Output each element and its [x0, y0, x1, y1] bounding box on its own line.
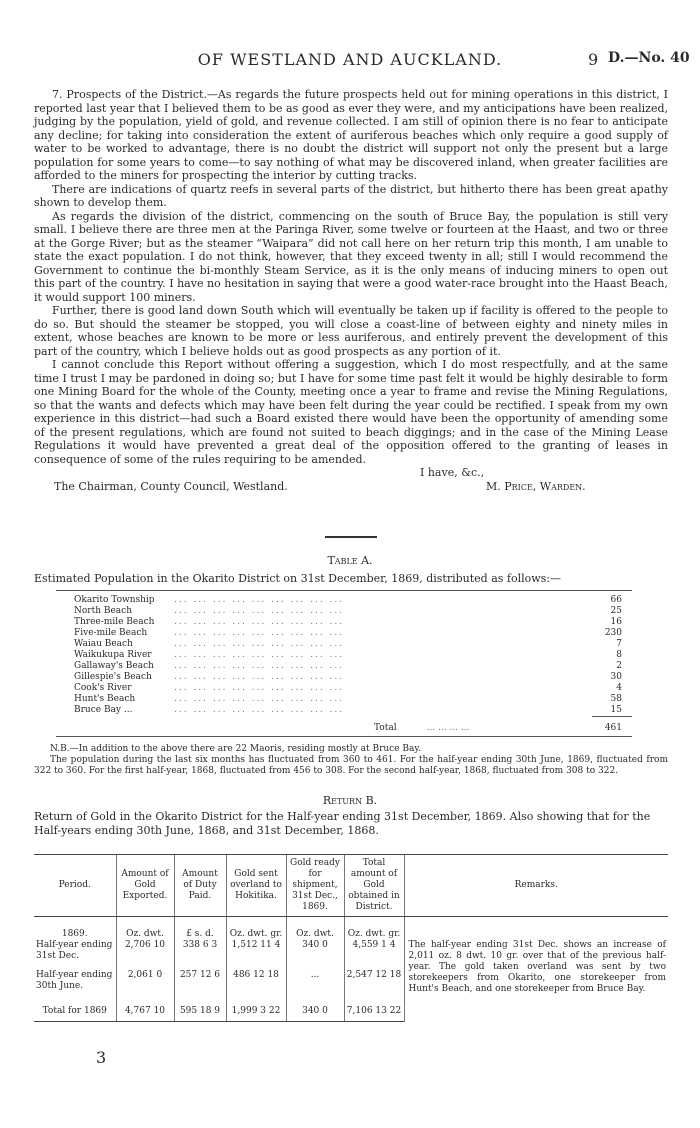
row-total: 2,547 12 18	[344, 962, 404, 992]
table-row	[56, 639, 632, 650]
row-ready: 340 0	[286, 992, 344, 1022]
population-count: 16	[610, 617, 622, 627]
total-label: Total	[374, 722, 397, 733]
paragraph-conclusion: I cannot conclude this Report without offering a suggestion, which I do most respectfully, and at the same time I trust I may be pardoned in doing so; but I have for some time past felt it would be highly desirable to form one Mining Board for the whole of the County, meeting once a year to frame and revise the Mining Regulations, so that the wants and defects which may have been felt during the year could be rectified. I speak from my own experience in this district—had such a Board existed there would have been the opportunity of amending some of the present regulations, which are found not suited to beach diggings; and in the case of the Mining Lease Regulations it would have prevented a great deal of the opposition offered to the granting of leases in consequence of some of the rules requiring to be amended.	[34, 358, 668, 466]
header-exported: Amount of Gold Exported.	[116, 855, 174, 917]
leader-dots: ... ... ... ...	[426, 722, 470, 733]
leader-dots: ... ... ... ... ... ... ... ... ...	[174, 694, 345, 704]
population-count: 25	[610, 606, 622, 616]
table-row	[56, 661, 632, 672]
remarks-cell: The half-year ending 31st Dec. shows an increase of 2,011 oz. 8 dwt. 10 gr. over that of the previous half-year. The gold taken overland was sent by two storekeepers from Okarito, one storekeeper from Hunt's Beach, and one storekeeper from Bruce Bay.	[404, 917, 668, 1022]
place-name: Waiau Beach	[74, 639, 133, 649]
place-name: Okarito Township	[74, 595, 155, 605]
row-exported: 2,061 0	[116, 962, 174, 992]
place-name: Three-mile Beach	[74, 617, 155, 627]
header-duty: Amount of Duty Paid.	[174, 855, 226, 917]
row-ready: 340 0	[286, 940, 344, 962]
row-overland: 1,999 3 22	[226, 992, 286, 1022]
table-row	[56, 683, 632, 694]
running-header	[0, 48, 700, 72]
table-a-title: Table A.	[327, 554, 373, 567]
population-count: 15	[610, 705, 622, 715]
leader-dots: ... ... ... ... ... ... ... ... ...	[174, 628, 345, 638]
leader-dots: ... ... ... ... ... ... ... ... ...	[174, 705, 345, 716]
leader-dots: ... ... ... ... ... ... ... ... ...	[174, 661, 345, 671]
place-name: Hunt's Beach	[74, 694, 136, 704]
table-a-caption: Estimated Population in the Okarito District on 31st December, 1869, distributed as follows:—	[34, 572, 562, 585]
place-name: Five-mile Beach	[74, 628, 148, 638]
population-count: 66	[610, 595, 622, 605]
table-row	[56, 672, 632, 683]
population-count: 8	[616, 650, 622, 660]
row-duty: 257 12 6	[174, 962, 226, 992]
population-table	[56, 590, 632, 737]
header-total: Total amount of Gold obtained in District.	[344, 855, 404, 917]
row-total: 7,106 13 22	[344, 992, 404, 1022]
note-maoris: N.B.—In addition to the above there are 22 Maoris, residing mostly at Bruce Bay.	[50, 744, 422, 754]
unit-duty: £ s. d.	[174, 917, 226, 941]
document-reference: D.—No. 40	[608, 50, 690, 66]
leader-dots: ... ... ... ... ... ... ... ... ...	[174, 617, 345, 627]
population-total: 461	[592, 717, 632, 735]
place-name: Bruce Bay ...	[74, 705, 133, 716]
row-overland: 486 12 18	[226, 962, 286, 992]
return-b-title: Return B.	[322, 794, 378, 807]
place-name: Gillespie's Beach	[74, 672, 152, 682]
place-name: Cook's River	[74, 683, 132, 693]
paragraph-land: Further, there is good land down South which will eventually be taken up if facility is offered to the people to do so. But should the steamer be stopped, you will close a coast-line of between eighty and ninety miles in extent, whose beaches are known to be more or less auriferous, and entirely prevent the development of this part of the country, which I believe holds out as good prospects as any portion of it.	[34, 304, 668, 358]
table-row	[56, 606, 632, 617]
leader-dots: ... ... ... ... ... ... ... ... ...	[174, 639, 345, 649]
leader-dots: ... ... ... ... ... ... ... ... ...	[174, 650, 345, 660]
note-fluctuation: The population during the last six months has fluctuated from 360 to 461. For the half-year ending 30th June, 1869, fluctuated from 322 to 360. For the first half-year, 1868, fluctuated from 456 to 308. For the second half-year, 1868, fluctuated from 308 to 322.	[34, 755, 668, 776]
header-remarks: Remarks.	[404, 855, 668, 917]
table-row	[56, 628, 632, 639]
unit-total: Oz. dwt. gr.	[344, 917, 404, 941]
population-count: 230	[604, 628, 622, 638]
row-duty: 338 6 3	[174, 940, 226, 962]
population-count: 4	[616, 683, 622, 693]
population-count: 7	[616, 639, 622, 649]
leader-dots: ... ... ... ... ... ... ... ... ...	[174, 683, 345, 693]
paragraph-prospects: 7. Prospects of the District.—As regards the future prospects held out for mining operations in this district, I reported last year that I believed them to be as good as ever they were, and my anticipations have been realized, judging by the population, yield of gold, and revenue collected. I am still of opinion there is no fear to anticipate any decline; for taking into consideration the extent of auriferous beaches which only require a good supply of water to be worked to advantage, there is no doubt the district will support not only the present but a large population for some years to come—to say nothing of what may be discovered inland, when greater facilities are afforded to the miners for prospecting the interior by cutting tracks.	[34, 88, 668, 182]
unit-overland: Oz. dwt. gr.	[226, 917, 286, 941]
addressee: The Chairman, County Council, Westland.	[54, 480, 288, 493]
section-divider	[325, 536, 377, 538]
place-name: North Beach	[74, 606, 133, 616]
gold-return-table	[34, 854, 668, 1022]
header-ready: Gold ready for shipment, 31st Dec., 1869.	[286, 855, 344, 917]
signature: M. Price, Warden.	[486, 480, 586, 493]
unit-ready: Oz. dwt.	[286, 917, 344, 941]
place-name: Gallaway's Beach	[74, 661, 154, 671]
leader-dots: ... ... ... ... ... ... ... ... ...	[174, 595, 345, 605]
row-total: 4,559 1 4	[344, 940, 404, 962]
row-period: Half-year ending 30th June.	[36, 970, 113, 991]
page-mark: 3	[96, 1048, 107, 1067]
report-body	[34, 88, 668, 496]
row-duty: 595 18 9	[174, 992, 226, 1022]
table-row-total	[56, 717, 632, 735]
row-overland: 1,512 11 4	[226, 940, 286, 962]
leader-dots: ... ... ... ... ... ... ... ... ...	[174, 672, 345, 682]
row-period: Half-year ending 31st Dec.	[36, 940, 113, 961]
row-ready: ...	[286, 962, 344, 992]
row-exported: 4,767 10	[116, 992, 174, 1022]
table-row	[56, 694, 632, 705]
leader-dots: ... ... ... ... ... ... ... ... ...	[174, 606, 345, 616]
header-period: Period.	[34, 855, 116, 917]
table-row	[56, 705, 632, 717]
population-count: 2	[616, 661, 622, 671]
table-row	[56, 617, 632, 628]
header-overland: Gold sent overland to Hokitika.	[226, 855, 286, 917]
unit-exported: Oz. dwt.	[116, 917, 174, 941]
page-number: 9	[588, 50, 599, 69]
row-exported: 2,706 10	[116, 940, 174, 962]
header-title: OF WESTLAND AND AUCKLAND.	[197, 50, 503, 69]
table-row	[56, 595, 632, 606]
row-period: Total for 1869	[34, 992, 116, 1022]
population-note	[34, 744, 668, 777]
table-a-bottom-rule	[56, 736, 632, 737]
population-count: 30	[610, 672, 622, 682]
population-count: 58	[610, 694, 622, 704]
paragraph-division: As regards the division of the district, commencing on the south of Bruce Bay, the population is still very small. I believe there are three men at the Paringa River, some twelve or fourteen at the Haast, and two or three at the Gorge River; but as the steamer “Waipara” did not call here on her return trip this month, I am unable to state the exact population. I do not think, however, that they exceed twenty in all; still I would recommend the Government to continue the bi-monthly Steam Service, as it is the only means of inducing miners to open out this part of the country. I have no hesitation in saying that were a good water-race brought into the Haast Beach, it would support 100 miners.	[34, 209, 668, 304]
return-b-caption: Return of Gold in the Okarito District for the Half-year ending 31st December, 1869. Also showing that for the Half-years ending 30th June, 1868, and 31st December, 1868.	[34, 810, 651, 837]
unit-period: 1869.	[61, 929, 88, 939]
signoff-block	[34, 466, 668, 496]
closing-line: I have, &c.,	[420, 466, 485, 479]
place-name: Waikukupa River	[74, 650, 152, 660]
paragraph-quartz: There are indications of quartz reefs in several parts of the district, but hitherto there has been great apathy shown to develop them.	[34, 182, 668, 209]
table-row	[56, 650, 632, 661]
